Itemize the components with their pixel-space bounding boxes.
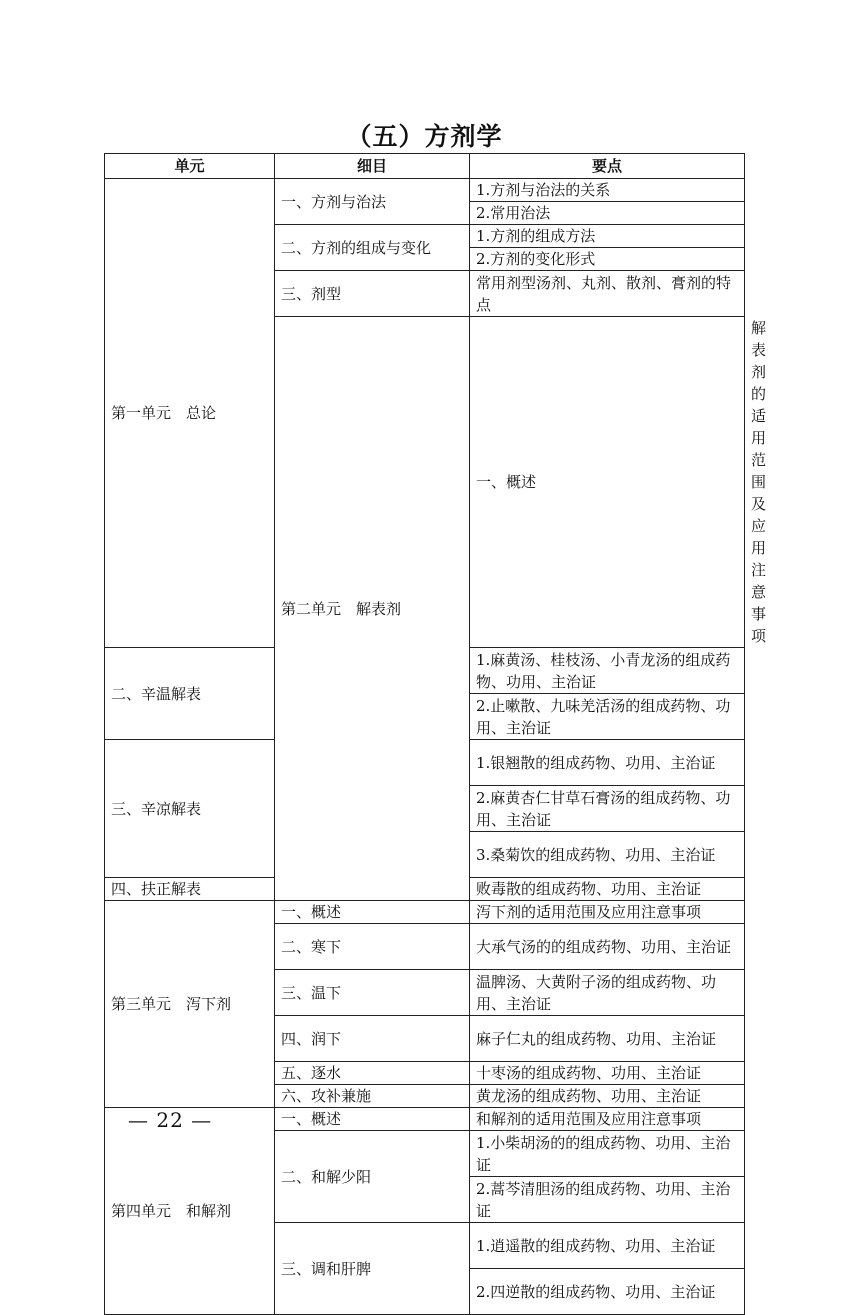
- point-cell: 2.麻黄杏仁甘草石膏汤的组成药物、功用、主治证: [470, 786, 745, 832]
- unit-cell: 第四单元 和解剂: [105, 1108, 275, 1315]
- page-number: — 22 —: [128, 1108, 213, 1132]
- item-cell: 四、扶正解表: [105, 878, 275, 901]
- point-cell: 大承气汤的的组成药物、功用、主治证: [470, 924, 745, 970]
- point-cell: 麻子仁丸的组成药物、功用、主治证: [470, 1016, 745, 1062]
- point-cell: 1.方剂的组成方法: [470, 225, 745, 248]
- item-cell: 三、辛凉解表: [105, 740, 275, 878]
- point-cell: 常用剂型汤剂、丸剂、散剂、膏剂的特点: [470, 271, 745, 317]
- item-cell: 二、寒下: [275, 924, 470, 970]
- item-cell: 二、和解少阳: [275, 1131, 470, 1223]
- point-cell: 3.桑菊饮的组成药物、功用、主治证: [470, 832, 745, 878]
- point-cell: 2.常用治法: [470, 202, 745, 225]
- item-cell: 三、剂型: [275, 271, 470, 317]
- item-cell: 四、润下: [275, 1016, 470, 1062]
- point-cell: 1.小柴胡汤的的组成药物、功用、主治证: [470, 1131, 745, 1177]
- unit-cell: 第二单元 解表剂: [275, 317, 470, 901]
- point-cell: 2.方剂的变化形式: [470, 248, 745, 271]
- table-row: [105, 901, 745, 924]
- point-cell: 1.逍遥散的组成药物、功用、主治证: [470, 1223, 745, 1269]
- item-cell: 三、调和肝脾: [275, 1223, 470, 1315]
- point-cell: 1.方剂与治法的关系: [470, 179, 745, 202]
- item-cell: 五、逐水: [275, 1062, 470, 1085]
- point-cell: 泻下剂的适用范围及应用注意事项: [470, 901, 745, 924]
- item-cell: 一、概述: [470, 317, 745, 648]
- point-cell: 败毒散的组成药物、功用、主治证: [470, 878, 745, 901]
- header-unit: 单元: [105, 154, 275, 179]
- header-point: 要点: [470, 154, 745, 179]
- point-cell: 2.四逆散的组成药物、功用、主治证: [470, 1269, 745, 1315]
- item-cell: 六、攻补兼施: [275, 1085, 470, 1108]
- item-cell: 一、方剂与治法: [275, 179, 470, 225]
- page-title: （五）方剂学: [346, 122, 503, 151]
- unit-cell: 第一单元 总论: [105, 179, 275, 648]
- point-cell: 和解剂的适用范围及应用注意事项: [470, 1108, 745, 1131]
- item-cell: 一、概述: [275, 1108, 470, 1131]
- table-row: 第二单元 解表剂 一、概述 解表剂的适用范围及应用注意事项: [105, 317, 745, 648]
- point-cell: 2.止嗽散、九味羌活汤的组成药物、功用、主治证: [470, 694, 745, 740]
- point-cell: 十枣汤的组成药物、功用、主治证: [470, 1062, 745, 1085]
- item-cell: 二、辛温解表: [105, 648, 275, 740]
- unit-cell: 第三单元 泻下剂: [105, 901, 275, 1108]
- point-cell: 2.蒿芩清胆汤的组成药物、功用、主治证: [470, 1177, 745, 1223]
- syllabus-table: [104, 153, 767, 1315]
- table-header-row: [105, 154, 745, 179]
- item-cell: 一、概述: [275, 901, 470, 924]
- header-item: 细目: [275, 154, 470, 179]
- point-cell: 1.银翘散的组成药物、功用、主治证: [470, 740, 745, 786]
- point-cell: 温脾汤、大黄附子汤的组成药物、功用、主治证: [470, 970, 745, 1016]
- point-cell: 1.麻黄汤、桂枝汤、小青龙汤的组成药物、功用、主治证: [470, 648, 745, 694]
- item-cell: 二、方剂的组成与变化: [275, 225, 470, 271]
- point-cell: 黄龙汤的组成药物、功用、主治证: [470, 1085, 745, 1108]
- item-cell: 三、温下: [275, 970, 470, 1016]
- table-row: [105, 179, 745, 202]
